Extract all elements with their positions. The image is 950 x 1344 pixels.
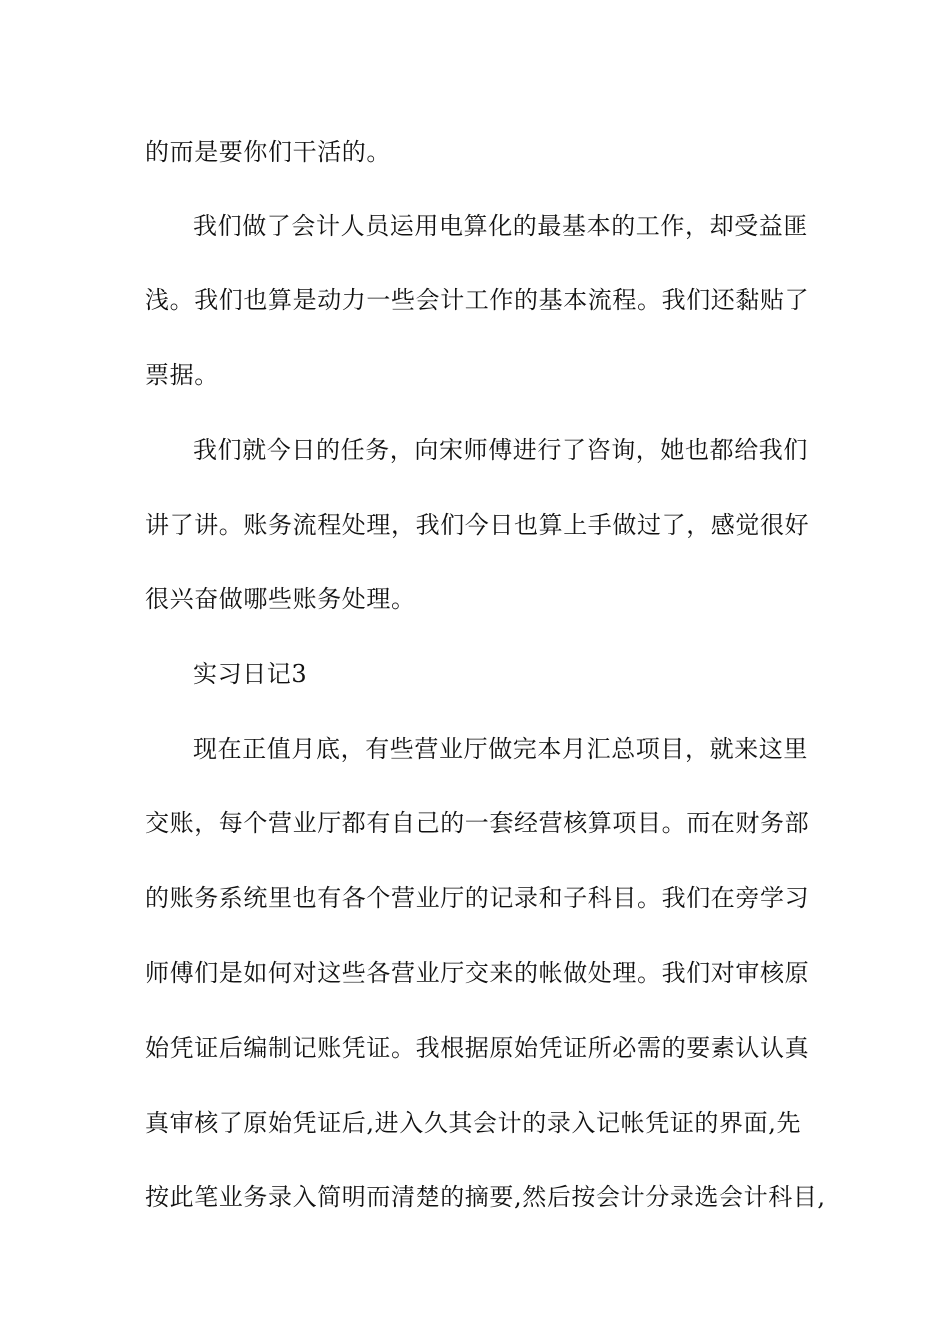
text-line: 我们做了会计人员运用电算化的最基本的工作，却受益匪 — [193, 212, 808, 240]
text-line: 很兴奋做哪些账务处理。 — [145, 585, 416, 613]
section-heading: 实习日记3 — [193, 660, 308, 688]
text-line: 我们就今日的任务，向宋师傅进行了咨询，她也都给我们 — [193, 436, 808, 464]
text-line: 真审核了原始凭证后,进入久其会计的录入记帐凭证的界面,先 — [145, 1109, 802, 1137]
text-line: 的而是要你们干活的。 — [145, 138, 391, 166]
text-line: 始凭证后编制记账凭证。我根据原始凭证所必需的要素认认真 — [145, 1034, 810, 1062]
text-line: 票据。 — [145, 361, 219, 389]
text-line: 现在正值月底，有些营业厅做完本月汇总项目，就来这里 — [193, 735, 808, 763]
text-line: 师傅们是如何对这些各营业厅交来的帐做处理。我们对审核原 — [145, 959, 810, 987]
text-line: 按此笔业务录入简明而清楚的摘要,然后按会计分录选会计科目, — [145, 1183, 826, 1211]
text-line: 讲了讲。账务流程处理，我们今日也算上手做过了，感觉很好 — [145, 511, 810, 539]
text-line: 交账，每个营业厅都有自己的一套经营核算项目。而在财务部 — [145, 809, 810, 837]
text-line: 的账务系统里也有各个营业厅的记录和子科目。我们在旁学习 — [145, 884, 810, 912]
text-line: 浅。我们也算是动力一些会计工作的基本流程。我们还黏贴了 — [145, 286, 810, 314]
